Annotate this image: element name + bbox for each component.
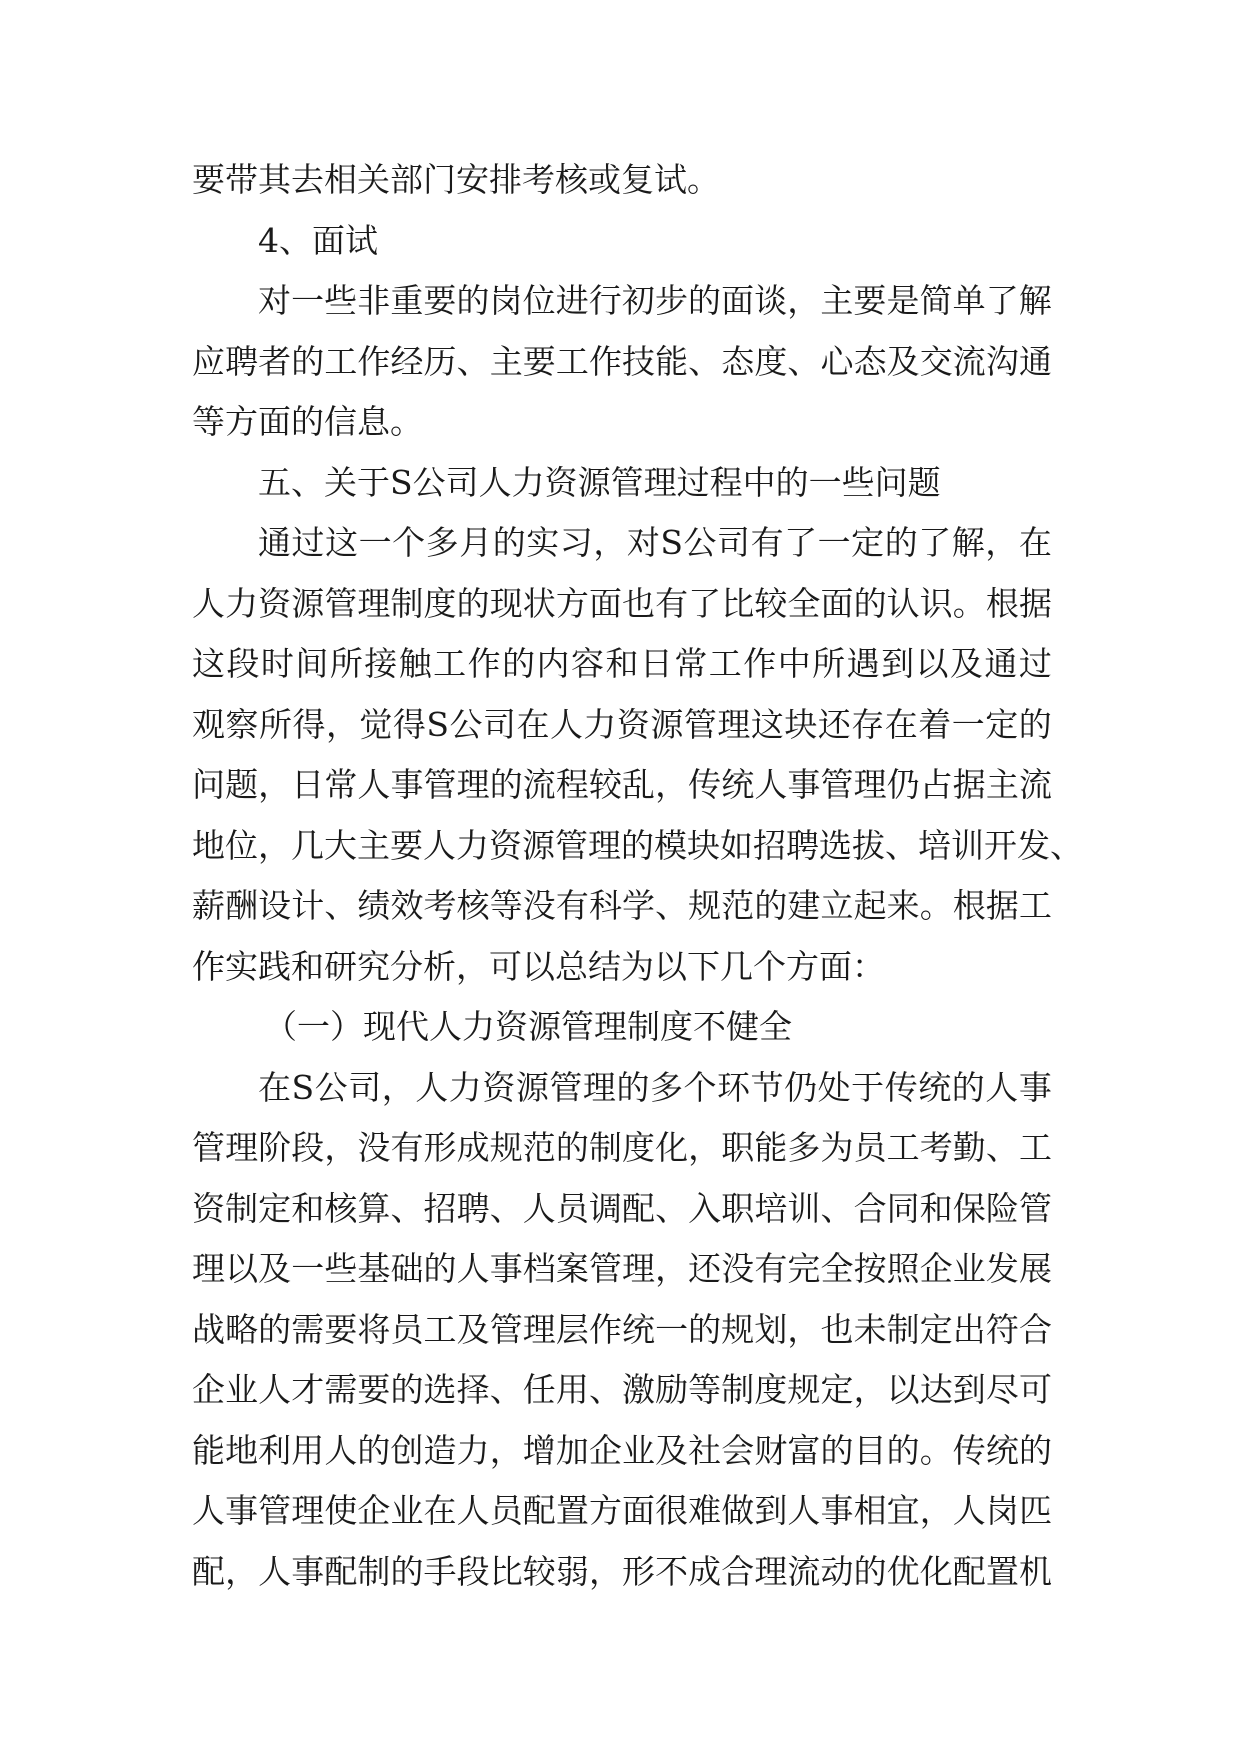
text-line: 要带其去相关部门安排考核或复试。 (192, 160, 720, 199)
text-line: 管 理 阶 段 ， 没 有 形 成 规 范 的 制 度 化 ， 职 能 多 为 员 工 考 勤 、 工 (192, 1128, 1052, 1167)
text-line: 战 略 的 需 要 将 员 工 及 管 理 层 作 统 一 的 规 划 ， 也 未 制 定 出 符 合 (192, 1309, 1052, 1349)
text-line: 应 聘 者 的 工 作 经 历 、 主 要 工 作 技 能 、 态 度 、 心 态 及 交 流 沟 通 (192, 341, 1052, 381)
text-line: 薪 酬 设 计 、 绩 效 考 核 等 没 有 科 学 、 规 范 的 建 立 起 来 。 根 据 工 (192, 886, 1052, 925)
text-line: 这 段 时 间 所 接 触 工 作 的 内 容 和 日 常 工 作 中 所 遇 到 以 及 通 过 (192, 644, 1052, 683)
text-line: （一）现代人力资源管理制度不健全 (264, 1007, 792, 1046)
text-line: 对 一 些 非 重 要 的 岗 位 进 行 初 步 的 面 谈 ， 主 要 是 简 单 了 解 (258, 281, 1052, 320)
text-line: 人 事 管 理 使 企 业 在 人 员 配 置 方 面 很 难 做 到 人 事 相 宜 ， 人 岗 匹 (192, 1491, 1052, 1530)
text-line: 人 力 资 源 管 理 制 度 的 现 状 方 面 也 有 了 比 较 全 面 的 认 识 。 根 据 (192, 583, 1052, 623)
text-line: 企 业 人 才 需 要 的 选 择 、 任 用 、 激 励 等 制 度 规 定 ， 以 达 到 尽 可 (192, 1370, 1052, 1409)
text-line: 五、关于S公司人力资源管理过程中的一些问题 (258, 462, 941, 502)
text-line: 通 过 这 一 个 多 月 的 实 习 ， 对 S 公 司 有 了 一 定 的 了 解 ， 在 (258, 523, 1052, 562)
text-line: 观 察 所 得 ， 觉 得 S 公 司 在 人 力 资 源 管 理 这 块 还 存 在 着 一 定 的 (192, 704, 1052, 744)
text-line: 在 S 公 司 ， 人 力 资 源 管 理 的 多 个 环 节 仍 处 于 传 统 的 人 事 (258, 1067, 1052, 1107)
text-line: 配 ， 人 事 配 制 的 手 段 比 较 弱 ， 形 不 成 合 理 流 动 的 优 化 配 置 机 (192, 1551, 1052, 1591)
text-line: 等方面的信息。 (192, 402, 423, 441)
text-line: 能 地 利 用 人 的 创 造 力 ， 增 加 企 业 及 社 会 财 富 的 目 的 。 传 统 的 (192, 1430, 1052, 1470)
text-line: 理 以 及 一 些 基 础 的 人 事 档 案 管 理 ， 还 没 有 完 全 按 照 企 业 发 展 (192, 1249, 1052, 1288)
text-line: 问 题 ， 日 常 人 事 管 理 的 流 程 较 乱 ， 传 统 人 事 管 理 仍 占 据 主 流 (192, 765, 1052, 804)
text-line: 作实践和研究分析，可以总结为以下几个方面： (192, 946, 885, 986)
text-line: 资 制 定 和 核 算 、 招 聘 、 人 员 调 配 、 入 职 培 训 、 合 同 和 保 险 管 (192, 1188, 1052, 1228)
text-line: 地 位 ， 几 大 主 要 人 力 资 源 管 理 的 模 块 如 招 聘 选 拔 、 培 训 开 发 、 (192, 825, 1083, 865)
text-line: 4、面试 (258, 220, 378, 260)
